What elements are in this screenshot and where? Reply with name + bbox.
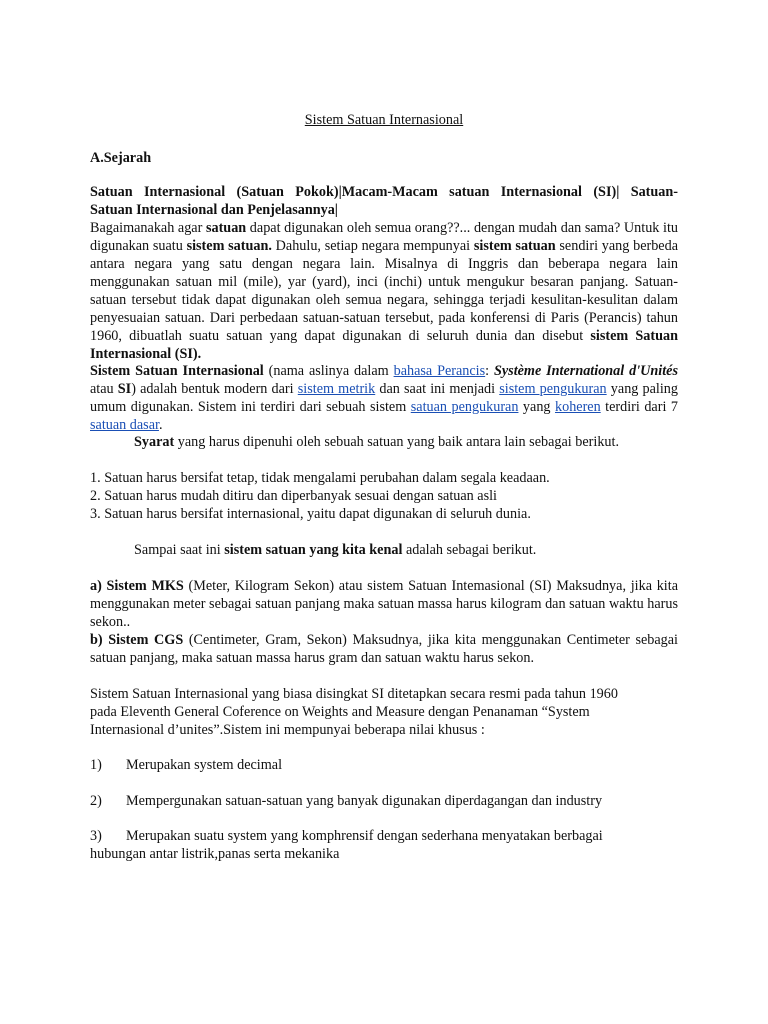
bold-text: Sistem Satuan Internasional [90, 363, 264, 379]
item-text: Merupakan system decimal [126, 757, 283, 773]
link-bahasa-perancis[interactable]: bahasa Perancis [393, 363, 486, 379]
values-item-1 [90, 756, 678, 774]
text: yang paling umum digunakan. Sistem ini terdiri dari sebuah sistem [90, 381, 678, 415]
document-title: Sistem Satuan Internasional [304, 112, 464, 128]
paragraph-si-definition [90, 362, 678, 434]
paragraph-mks [90, 577, 678, 631]
text: Dahulu, setiap negara mempunyai [271, 238, 474, 254]
text: : [485, 363, 494, 379]
paragraph-systems-intro [90, 541, 678, 559]
values-item-2 [90, 792, 678, 810]
text: (Meter, Kilogram Sekon) atau sistem Satuan Intemasional (SI) Maksudnya, jika kita menggunakan meter sebagai satuan panjang maka satuan massa harus kilogram dan satuan waktu harus sekon.. [90, 578, 678, 630]
list-item: 1. Satuan harus bersifat tetap, tidak mengalami perubahan dalam segala keadaan. [90, 470, 550, 486]
subheading [90, 183, 678, 219]
bold-text: sistem satuan. [186, 238, 272, 254]
text: . [158, 417, 163, 433]
values-item-3 [90, 827, 678, 863]
text: (nama aslinya dalam [263, 363, 394, 379]
paragraph-si-history [90, 685, 678, 739]
item-number: 2) [90, 793, 102, 809]
bold-text: Syarat [134, 434, 175, 450]
text: ) adalah bentuk modern dari [131, 381, 298, 397]
text: dan saat ini menjadi [375, 381, 500, 397]
subheading-line-1: Satuan Internasional (Satuan Pokok)|Macam-Macam satuan Internasional (SI)| Satuan- [90, 184, 678, 200]
text: dapat digunakan oleh semua orang??... dengan mudah dan sama? Untuk itu digunakan suatu [90, 220, 679, 254]
paragraph-cgs [90, 631, 678, 667]
bold-text: sistem Satuan Internasional (SI). [90, 328, 678, 362]
link-satuan-pengukuran[interactable]: satuan pengukuran [410, 399, 519, 415]
subheading-line-2: Satuan Internasional dan Penjelasannya| [90, 202, 338, 218]
bold-text: sistem satuan yang kita kenal [224, 542, 403, 558]
item-number: 1) [90, 757, 102, 773]
link-sistem-pengukuran[interactable]: sistem pengukuran [499, 381, 607, 397]
item-number: 3) [90, 828, 102, 844]
bold-text: sistem satuan [473, 238, 556, 254]
paragraph-history [90, 219, 678, 363]
item-text: Mempergunakan satuan-satuan yang banyak digunakan diperdagangan dan industry [126, 793, 603, 809]
text: yang harus dipenuhi oleh sebuah satuan yang baik antara lain sebagai berikut. [174, 434, 619, 450]
paragraph-requirements-intro [90, 433, 678, 451]
text: adalah sebagai berikut. [402, 542, 537, 558]
text: atau [90, 381, 118, 397]
bold-text: SI [117, 381, 132, 397]
link-koheren[interactable]: koheren [555, 399, 601, 415]
bold-text: b) Sistem CGS [90, 632, 184, 648]
text: sendiri yang berbeda antara negara yang satu dengan negara lain. Misalnya di Inggris dan beberapa negara lain menggunakan satuan mil (mile), yar (yard), inci (inchi) untuk mengukur besaran panjang. Satuan-satuan tersebut tidak dapat digunakan oleh semua negara, sehingga terjadi kesulitan-kesulitan dalam penyesuaian satuan. Dari perbedaan satuan-satuan tersebut, pada konferensi di Paris (Perancis) tahun 1960, dibuatlah suatu satuan yang dapat digunakan di seluruh dunia dan disebut [90, 238, 678, 344]
bold-text: a) Sistem MKS [90, 578, 184, 594]
requirements-list [90, 469, 678, 523]
link-sistem-metrik[interactable]: sistem metrik [297, 381, 376, 397]
bold-text: satuan [205, 220, 247, 236]
text-line: Sistem Satuan Internasional yang biasa disingkat SI ditetapkan secara resmi pada tahun 1960 [90, 686, 618, 702]
text-line: Internasional d’unites”.Sistem ini mempunyai beberapa nilai khusus : [90, 722, 485, 738]
list-item: 2. Satuan harus mudah ditiru dan diperbanyak sesuai dengan satuan asli [90, 488, 497, 504]
list-item: 3. Satuan harus bersifat internasional, yaitu dapat digunakan di seluruh dunia. [90, 506, 531, 522]
item-text-continued: hubungan antar listrik,panas serta mekanika [90, 846, 340, 862]
text: Sampai saat ini [134, 542, 225, 558]
text-line: pada Eleventh General Coference on Weights and Measure dengan Penanaman “System [90, 704, 590, 720]
item-text: Merupakan suatu system yang komphrensif dengan sederhana menyatakan berbagai [126, 828, 603, 844]
link-satuan-dasar[interactable]: satuan dasar [90, 417, 159, 433]
text: Bagaimanakah agar [90, 220, 206, 236]
italic-text: Système International d'Unités [493, 363, 678, 379]
text: (Centimeter, Gram, Sekon) Maksudnya, jika kita menggunakan Centimeter sebagai satuan panjang, maka satuan massa harus gram dan satuan waktu harus sekon. [90, 632, 678, 666]
text: terdiri dari 7 [600, 399, 678, 415]
text: yang [518, 399, 555, 415]
section-heading: A.Sejarah [90, 150, 152, 166]
